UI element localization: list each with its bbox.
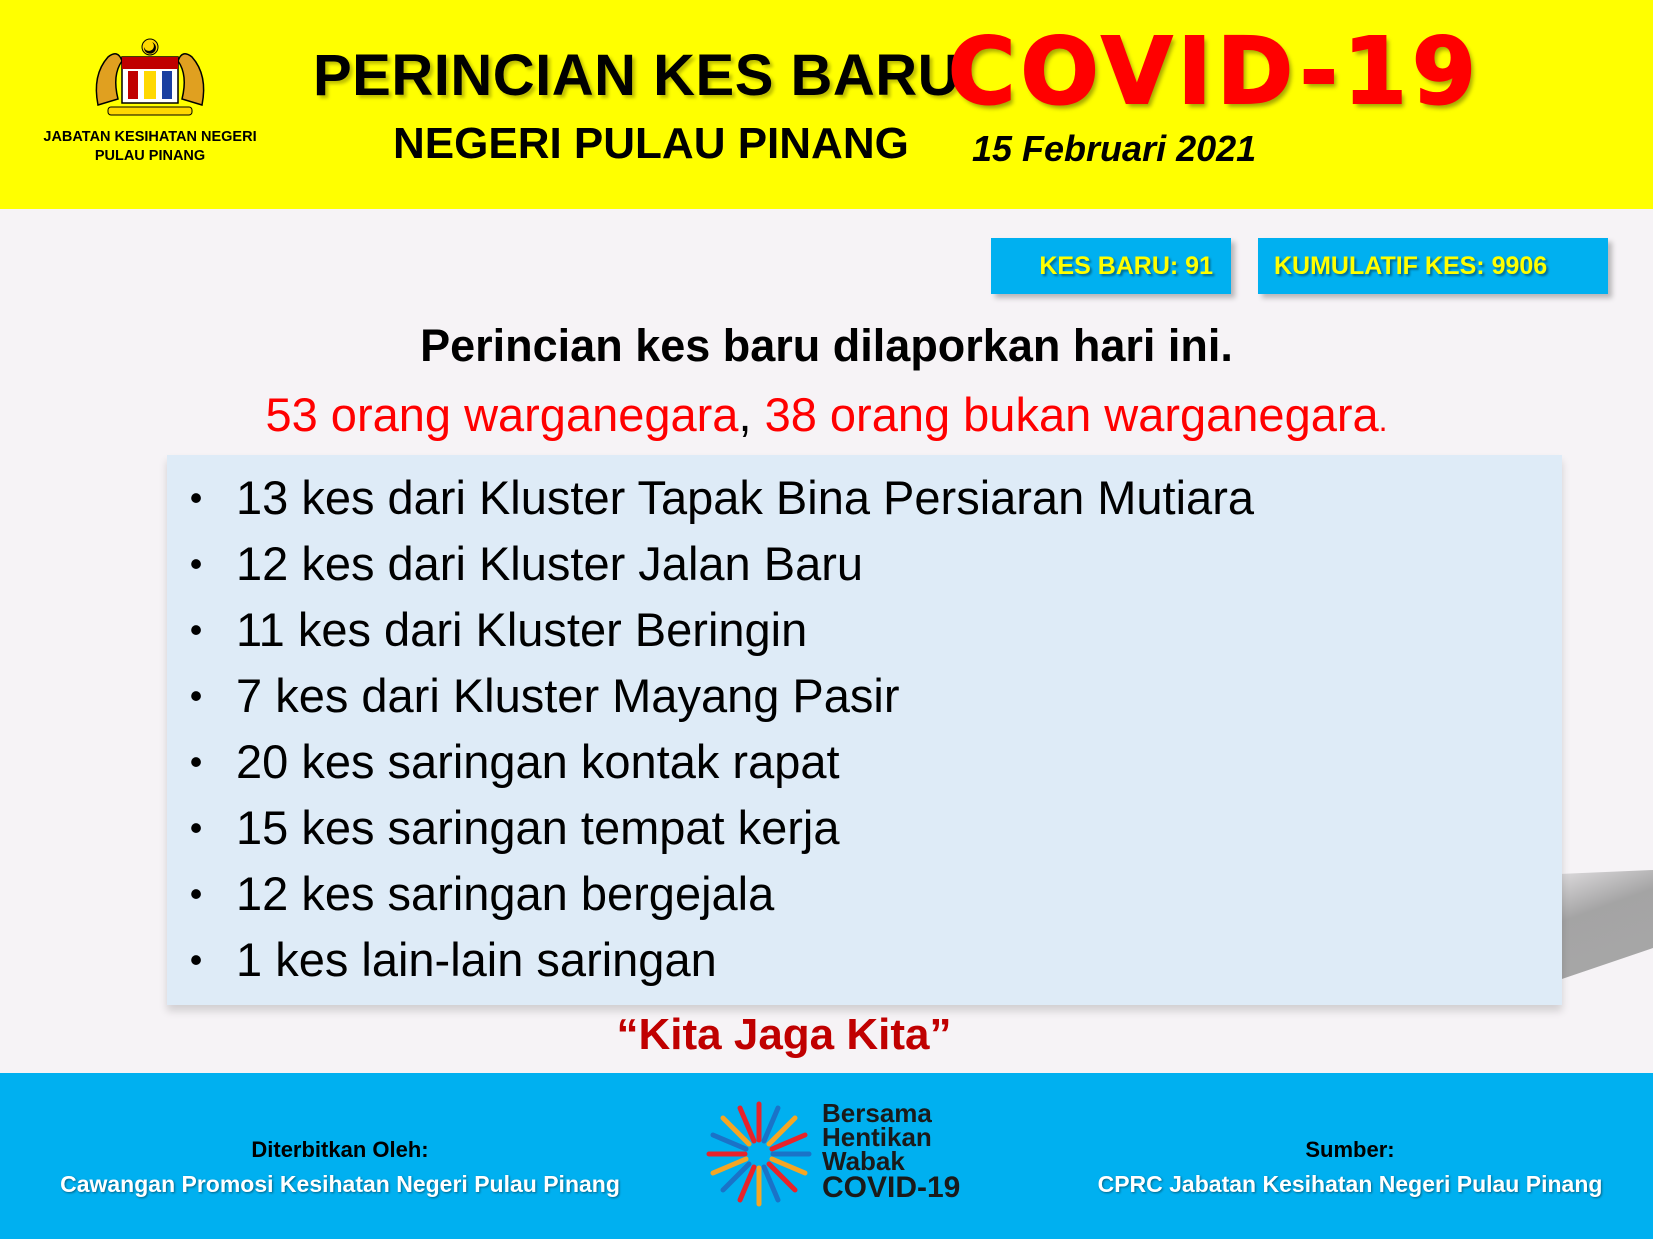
coat-of-arms-icon bbox=[88, 35, 212, 121]
list-item-text: 13 kes dari Kluster Tapak Bina Persiaran Mutiara bbox=[236, 471, 1254, 524]
campaign-line3: Wabak bbox=[822, 1146, 905, 1176]
source-block bbox=[1080, 1133, 1620, 1201]
list-item-text: 20 kes saringan kontak rapat bbox=[236, 735, 840, 788]
bullet-icon: • bbox=[189, 873, 203, 914]
cumulative-cases-badge bbox=[1258, 238, 1608, 294]
summary-separator: , bbox=[738, 388, 752, 441]
bullet-icon: • bbox=[189, 609, 203, 650]
agency-name-line1: JABATAN KESIHATAN NEGERI bbox=[43, 129, 257, 145]
list-item-text: 12 kes saringan bergejala bbox=[236, 867, 775, 920]
bullet-icon: • bbox=[189, 741, 203, 782]
publisher-block bbox=[40, 1133, 640, 1201]
page-subtitle: NEGERI PULAU PINANG bbox=[393, 119, 909, 168]
publisher-name: Cawangan Promosi Kesihatan Negeri Pulau Pinang bbox=[60, 1171, 620, 1197]
new-cases-badge bbox=[991, 238, 1231, 294]
list-item-text: 11 kes dari Kluster Beringin bbox=[236, 603, 808, 656]
header-banner bbox=[0, 0, 1653, 209]
breakdown-panel bbox=[167, 455, 1562, 1005]
list-item bbox=[167, 663, 1562, 729]
report-date: 15 Februari 2021 bbox=[972, 128, 1257, 169]
campaign-logo bbox=[700, 1095, 970, 1215]
new-cases-text: KES BARU: 91 bbox=[1039, 252, 1213, 280]
summary-end: . bbox=[1378, 402, 1388, 438]
footer bbox=[0, 1073, 1653, 1239]
bullet-icon: • bbox=[189, 477, 203, 518]
non-citizen-count: 38 orang bukan warganegara bbox=[764, 388, 1379, 441]
publisher-label: Diterbitkan Oleh: bbox=[251, 1137, 429, 1162]
bullet-icon: • bbox=[189, 543, 203, 584]
citizen-count: 53 orang warganegara bbox=[265, 388, 739, 441]
list-item-text: 15 kes saringan tempat kerja bbox=[236, 801, 840, 854]
list-item bbox=[167, 465, 1562, 531]
agency-name-line2: PULAU PINANG bbox=[94, 148, 206, 164]
campaign-line1: Bersama bbox=[822, 1098, 932, 1128]
nationality-summary bbox=[0, 387, 1653, 442]
list-item-text: 12 kes dari Kluster Jalan Baru bbox=[236, 537, 863, 590]
breakdown-list bbox=[167, 455, 1562, 993]
list-item bbox=[167, 927, 1562, 993]
summary-heading: Perincian kes baru dilaporkan hari ini. bbox=[420, 320, 1233, 371]
campaign-line4: COVID-19 bbox=[822, 1171, 961, 1204]
bullet-icon: • bbox=[189, 675, 203, 716]
covid-burst-icon bbox=[700, 1095, 818, 1213]
campaign-line2: Hentikan bbox=[822, 1122, 932, 1152]
source-name: CPRC Jabatan Kesihatan Negeri Pulau Pinang bbox=[1097, 1171, 1603, 1197]
list-item-text: 1 kes lain-lain saringan bbox=[236, 933, 717, 986]
bullet-icon: • bbox=[189, 939, 203, 980]
list-item bbox=[167, 795, 1562, 861]
list-item bbox=[167, 729, 1562, 795]
cumulative-cases-text: KUMULATIF KES: 9906 bbox=[1274, 252, 1548, 280]
bullet-icon: • bbox=[189, 807, 203, 848]
list-item bbox=[167, 861, 1562, 927]
source-label: Sumber: bbox=[1305, 1137, 1395, 1162]
list-item bbox=[167, 597, 1562, 663]
page-title-highlight: COVID-19 bbox=[948, 18, 1481, 125]
page-title: PERINCIAN KES BARU bbox=[313, 43, 961, 108]
campaign-text bbox=[822, 1098, 961, 1204]
agency-name bbox=[20, 128, 280, 166]
list-item-text: 7 kes dari Kluster Mayang Pasir bbox=[236, 669, 900, 722]
slogan: “Kita Jaga Kita” bbox=[616, 1010, 952, 1059]
agency-logo bbox=[20, 35, 280, 175]
list-item bbox=[167, 531, 1562, 597]
